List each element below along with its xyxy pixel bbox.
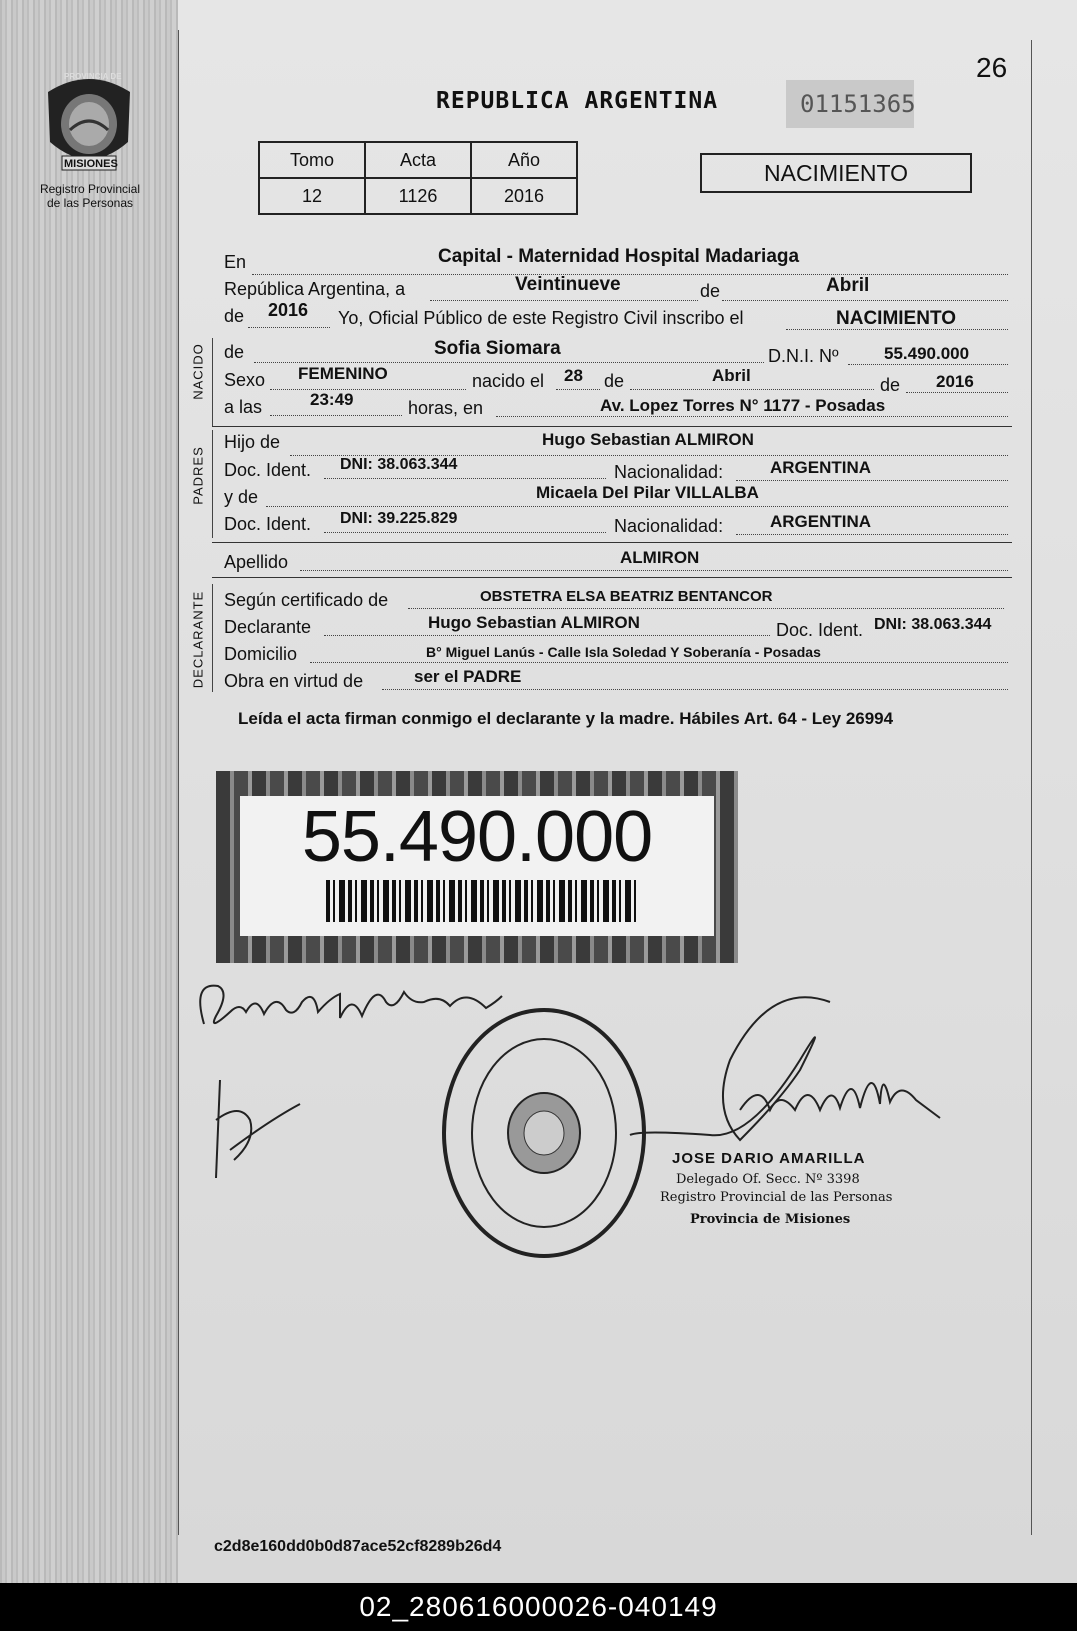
- left-margin-band: [0, 0, 178, 1583]
- hijo-label: Hijo de: [224, 432, 281, 452]
- anio-value: 2016: [471, 178, 577, 214]
- certificado-value: OBSTETRA ELSA BEATRIZ BENTANCOR: [480, 588, 773, 605]
- scan-footer: 02_280616000026-040149: [0, 1583, 1077, 1631]
- lugar-value: Av. Lopez Torres N° 1177 - Posadas: [600, 396, 886, 415]
- declarante-label: Declarante: [224, 617, 312, 637]
- apellido-value: ALMIRON: [620, 548, 700, 567]
- padre-value: Hugo Sebastian ALMIRON: [542, 430, 754, 449]
- emblem-top-text: PROVINCIA DE: [64, 72, 122, 81]
- nac2-label: Nacionalidad:: [614, 516, 724, 536]
- birth-month-value: Abril: [712, 366, 751, 385]
- en-label: En: [224, 252, 247, 272]
- de-label: de: [700, 281, 721, 301]
- de4-label: de: [880, 375, 901, 395]
- doc3-label: Doc. Ident.: [776, 620, 864, 640]
- dni-value: 55.490.000: [884, 344, 970, 363]
- doc2-label: Doc. Ident.: [224, 514, 312, 534]
- doc-type-box: NACIMIENTO: [700, 153, 972, 193]
- tomo-value: 12: [259, 178, 365, 214]
- padres-side-label: PADRES: [190, 446, 206, 505]
- acta-header: Acta: [365, 142, 471, 178]
- official-signature: [620, 990, 960, 1170]
- de2-label: de: [224, 306, 245, 326]
- registry-seal: [440, 1006, 648, 1260]
- act-type-value: NACIMIENTO: [836, 308, 956, 329]
- nombre-de-label: de: [224, 342, 245, 362]
- nacido-label: nacido el: [472, 371, 545, 391]
- domicilio-dotted-line: [310, 662, 1008, 663]
- yde-label: y de: [224, 487, 259, 507]
- declarante-section-bar: [212, 584, 213, 692]
- declarante-value: Hugo Sebastian ALMIRON: [428, 613, 640, 632]
- apellido-dotted-line: [300, 570, 1008, 571]
- official-org: Registro Provincial de las Personas: [660, 1190, 893, 1205]
- tomo-acta-table: [258, 141, 578, 215]
- anio-header: Año: [471, 142, 577, 178]
- nombre-dotted-line: [254, 362, 764, 363]
- en-dotted-line: [252, 274, 1008, 275]
- nac1-label: Nacionalidad:: [614, 462, 724, 482]
- emblem-caption-1: Registro Provincial: [39, 182, 141, 196]
- nacido-section-bar: [212, 338, 213, 426]
- acta-value: 1126: [365, 178, 471, 214]
- country-title: REPUBLICA ARGENTINA: [436, 88, 719, 114]
- madre-dotted-line: [266, 506, 1008, 507]
- year-value: 2016: [268, 300, 309, 320]
- certificado-dotted-line: [408, 608, 1004, 609]
- emblem-bottom-text: MISIONES: [64, 158, 118, 170]
- birth-year-dotted-line: [906, 392, 1008, 393]
- page-number: 26: [976, 52, 1008, 83]
- apellido-separator: [212, 577, 1012, 578]
- padre-nac-dotted-line: [736, 480, 1008, 481]
- horas-label: horas, en: [408, 398, 484, 418]
- domicilio-value: B° Miguel Lanús - Calle Isla Soledad Y Soberanía - Posadas: [426, 644, 821, 660]
- apellido-label: Apellido: [224, 552, 289, 572]
- official-name: JOSE DARIO AMARILLA: [672, 1150, 866, 1167]
- padre-doc-value: DNI: 38.063.344: [340, 456, 458, 473]
- month-dotted-line: [722, 300, 1008, 301]
- madre-value: Micaela Del Pilar VILLALBA: [536, 483, 759, 502]
- obra-value: ser el PADRE: [414, 667, 522, 686]
- document-hash: c2d8e160dd0b0d87ace52cf8289b26d4: [214, 1538, 502, 1555]
- birth-day-value: 28: [564, 366, 583, 385]
- oficial-text: Yo, Oficial Público de este Registro Civil inscribo el: [338, 308, 744, 328]
- padres-section-bar: [212, 430, 213, 538]
- domicilio-label: Domicilio: [224, 644, 298, 664]
- lugar-dotted-line: [496, 416, 1008, 417]
- obra-label: Obra en virtud de: [224, 671, 364, 691]
- closing-note: Leída el acta firman conmigo el declarante y la madre. Hábiles Art. 64 - Ley 26994: [238, 709, 894, 728]
- de3-label: de: [604, 371, 625, 391]
- certificado-label: Según certificado de: [224, 590, 389, 610]
- year-dotted-line: [248, 327, 330, 328]
- day-dotted-line: [430, 300, 698, 301]
- padre-nac-value: ARGENTINA: [770, 458, 872, 477]
- madre-nac-dotted-line: [736, 534, 1008, 535]
- nacido-side-label: NACIDO: [190, 343, 206, 400]
- padres-separator: [212, 542, 1012, 543]
- madre-doc-value: DNI: 39.225.829: [340, 510, 458, 527]
- dni-dotted-line: [848, 364, 1008, 365]
- declarant-signature: [210, 1080, 310, 1180]
- emblem-caption-2: de las Personas: [46, 196, 134, 210]
- declarante-doc-value: DNI: 38.063.344: [874, 616, 992, 633]
- birth-month-dotted-line: [630, 389, 874, 390]
- declarante-side-label: DECLARANTE: [190, 590, 206, 689]
- doc1-label: Doc. Ident.: [224, 460, 312, 480]
- birth-year-value: 2016: [936, 372, 974, 391]
- obra-dotted-line: [382, 689, 1008, 690]
- barcode-number: 55.490.000: [301, 797, 653, 877]
- nacido-separator: [212, 426, 1012, 427]
- madre-nac-value: ARGENTINA: [770, 512, 872, 531]
- hora-dotted-line: [270, 415, 402, 416]
- padre-doc-dotted-line: [324, 478, 606, 479]
- official-province: Provincia de Misiones: [690, 1212, 851, 1227]
- sexo-dotted-line: [270, 389, 466, 390]
- left-margin-rule: [178, 30, 179, 1535]
- birth-day-dotted-line: [556, 389, 600, 390]
- alas-label: a las: [224, 397, 263, 417]
- month-value: Abril: [826, 275, 870, 296]
- right-margin-rule: [1031, 40, 1032, 1535]
- tomo-header: Tomo: [259, 142, 365, 178]
- barcode-bars: [326, 880, 636, 922]
- republica-label: República Argentina, a: [224, 279, 406, 299]
- dni-label: D.N.I. Nº: [768, 346, 839, 366]
- sexo-value: FEMENINO: [298, 364, 388, 383]
- en-value: Capital - Maternidad Hospital Madariaga: [438, 246, 800, 267]
- day-words-value: Veintinueve: [515, 274, 621, 295]
- madre-doc-dotted-line: [324, 532, 606, 533]
- official-role: Delegado Of. Secc. Nº 3398: [676, 1172, 860, 1187]
- serial-number: 01151365: [800, 90, 916, 118]
- nombre-value: Sofia Siomara: [434, 338, 561, 359]
- hora-value: 23:49: [310, 390, 354, 409]
- declarante-dotted-line: [324, 635, 770, 636]
- sexo-label: Sexo: [224, 370, 266, 390]
